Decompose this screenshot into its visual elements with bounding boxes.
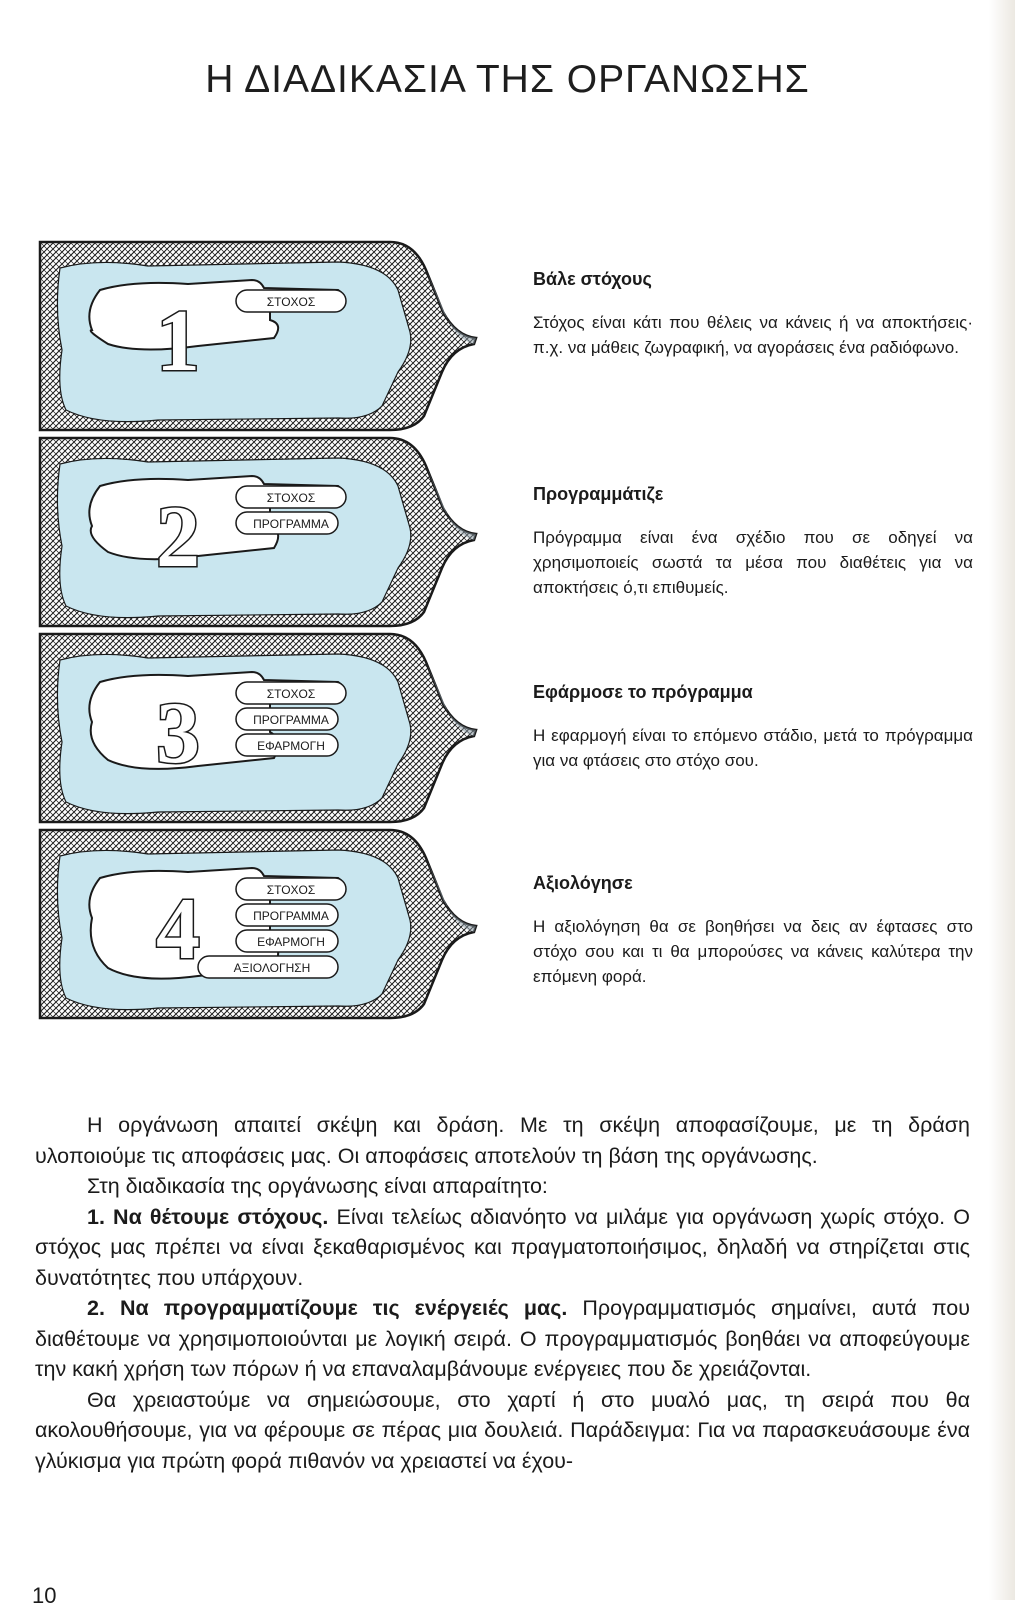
step-description-3: [533, 682, 973, 773]
step-text: Πρόγραμμα είναι ένα σχέδιο που σε οδηγεί να χρησιμοποιείς σωστά τα μέσα που διαθέτεις για να αποκτήσεις ό,τι επιθυμείς.: [533, 528, 973, 597]
step-heading: Προγραμμάτιζε: [533, 484, 664, 504]
step-number: 1: [156, 293, 200, 390]
hand-panel-3: [40, 634, 476, 822]
step-heading: Εφάρμοσε το πρόγραμμα: [533, 682, 753, 702]
point-1-text: Είναι τελείως αδιανόητο να μιλάμε για οργάνωση χωρίς στόχο. Ο στόχος μας πρέπει να είναι ξεκαθαρισμένος και πραγματοποιήσιμος, δηλαδή να στηρίζεται στις δυνατότητες που υπάρχουν.: [35, 1204, 970, 1290]
hands-svg: [38, 240, 498, 1050]
finger-label: ΠΡΟΓΡΑΜΜΑ: [253, 517, 329, 531]
organization-steps-illustration: [38, 240, 498, 1050]
step-heading: Αξιολόγησε: [533, 873, 633, 893]
finger-label: ΣΤΟΧΟΣ: [266, 491, 316, 505]
body-paragraph-intro: Η οργάνωση απαιτεί σκέψη και δράση. Με τη σκέψη αποφασίζουμε, με τη δράση υλοποιούμε τις αποφάσεις μας. Οι αποφάσεις αποτελούν τη βάση της οργάνωσης.: [35, 1113, 970, 1168]
page-edge-shadow: [989, 0, 1015, 1600]
step-number: 4: [156, 881, 200, 978]
point-1-title: 1. Να θέτουμε στόχους.: [87, 1204, 329, 1229]
step-heading: Βάλε στόχους: [533, 269, 652, 289]
point-2-title: 2. Να προγραμματίζουμε τις ενέργειές μας.: [87, 1296, 568, 1320]
finger-label: ΣΤΟΧΟΣ: [266, 687, 316, 701]
hand-panel-1: [40, 242, 476, 430]
page-number: 10: [32, 1583, 57, 1608]
step-description-1: [533, 269, 973, 360]
hand-panel-2: [40, 438, 476, 626]
point-2-text: Προγραμματισμός σημαίνει, αυτά που διαθέτουμε να χρησιμοποιούνται με λογική σειρά. Ο προγραμματισμός βοηθάει να αποφεύγουμε την κακή χρήση των πόρων ή να επαναλαμβάνουμε ενέργειες που δε χρειάζονται.: [35, 1296, 970, 1381]
body-paragraph-lead: Στη διαδικασία της οργάνωσης είναι απαραίτητο:: [87, 1174, 548, 1198]
finger-label: ΣΤΟΧΟΣ: [266, 295, 316, 309]
step-description-2: [533, 484, 973, 600]
step-description-4: [533, 873, 973, 989]
finger-label: ΠΡΟΓΡΑΜΜΑ: [253, 909, 329, 923]
finger-label: ΕΦΑΡΜΟΓΗ: [257, 739, 325, 753]
page-title: Η ΔΙΑΔΙΚΑΣΙΑ ΤΗΣ ΟΡΓΑΝΩΣΗΣ: [205, 58, 810, 101]
body-paragraph-point-2: [35, 1293, 970, 1385]
body-paragraph-point-1: [35, 1202, 970, 1294]
finger-label: ΕΦΑΡΜΟΓΗ: [257, 935, 325, 949]
finger-label: ΣΤΟΧΟΣ: [266, 883, 316, 897]
body-paragraph-closing: Θα χρειαστούμε να σημειώσουμε, στο χαρτί ή στο μυαλό μας, τη σειρά που θα ακολουθήσουμε, για να φέρουμε σε πέρας μια δουλειά. Παράδειγμα: Για να παρασκευάσουμε ένα γλύκισμα για πρώτη φορά πιθανόν να χρειαστεί να έχου-: [35, 1387, 970, 1473]
step-number: 2: [156, 489, 200, 586]
step-text: Στόχος είναι κάτι που θέλεις να κάνεις ή να αποκτήσεις· π.χ. να μάθεις ζωγραφική, να αγοράσεις ένα ραδιόφωνο.: [533, 313, 973, 357]
body-text: [35, 1110, 970, 1476]
finger-label: ΠΡΟΓΡΑΜΜΑ: [253, 713, 329, 727]
step-number: 3: [156, 685, 200, 782]
step-text: Η αξιολόγηση θα σε βοηθήσει να δεις αν έφτασες στο στόχο σου και τι θα μπορούσες να κάνεις καλύτερα την επόμενη φορά.: [533, 917, 973, 986]
finger-label: ΑΞΙΟΛΟΓΗΣΗ: [233, 961, 311, 975]
step-text: Η εφαρμογή είναι το επόμενο στάδιο, μετά το πρόγραμμα για να φτάσεις στο στόχο σου.: [533, 726, 973, 770]
hand-panel-4: [40, 830, 476, 1018]
